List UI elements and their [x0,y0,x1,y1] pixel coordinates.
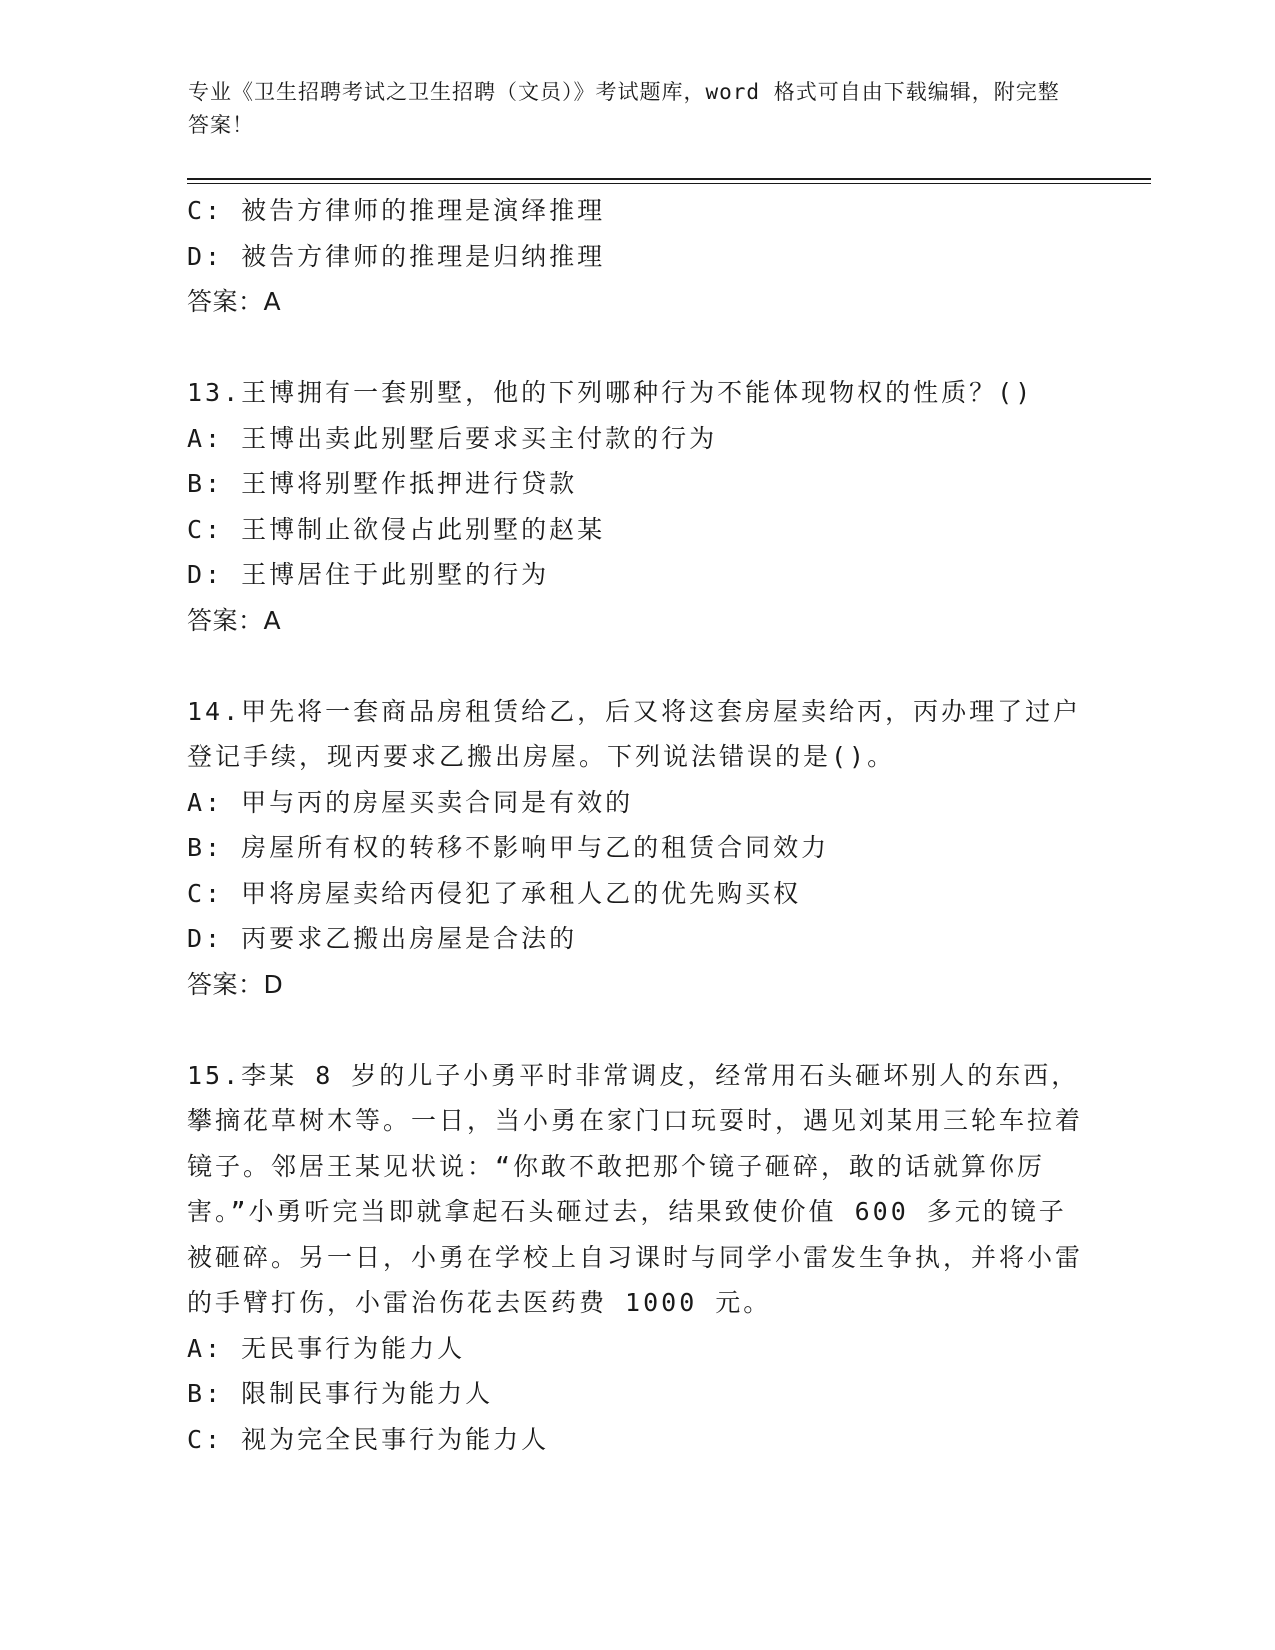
answer-label: 答案：A [187,605,282,635]
option-c: C: 王博制止欲侵占此别墅的赵某 [187,514,606,544]
option-c: C: 被告方律师的推理是演绎推理 [187,196,606,225]
option-a: A: 王博出卖此别墅后要求买主付款的行为 [187,423,718,453]
question-13 [187,370,1087,643]
option-b: B: 房屋所有权的转移不影响甲与乙的租赁合同效力 [187,833,830,862]
question-text: 15.李某 8 岁的儿子小勇平时非常调皮，经常用石头砸坏别人的东西，攀摘花草树木等。一日，当小勇在家门口玩耍时，遇见刘某用三轮车拉着镜子。邻居王某见状说：“你敢不敢把那个镜子砸碎，敢的话就算你厉害。”小勇听完当即就拿起石头砸过去，结果致使价值 600 多元的镜子被砸碎。另一日，小勇在学校上自习课时与同学小雷发生争执，并将小雷的手臂打伤，小雷治伤花去医药费 1000 元。 [187,1060,1084,1317]
document-header: 专业《卫生招聘考试之卫生招聘（文员）》考试题库，word 格式可自由下载编辑，附完整答案！ [188,80,1060,137]
option-d: D: 丙要求乙搬出房屋是合法的 [187,924,578,953]
option-c: C: 甲将房屋卖给丙侵犯了承租人乙的优先购买权 [187,878,802,908]
question-text: 13.王博拥有一套别墅，他的下列哪种行为不能体现物权的性质？() [187,378,1034,407]
option-b: B: 王博将别墅作抵押进行贷款 [187,469,578,498]
answer-label: 答案：D [187,969,284,999]
option-b: B: 限制民事行为能力人 [187,1379,494,1408]
question-14 [187,689,1087,1008]
header-divider [187,178,1151,180]
answer-label: 答案：A [187,287,282,316]
question-text: 14.甲先将一套商品房租赁给乙，后又将这套房屋卖给丙，丙办理了过户登记手续，现丙要求乙搬出房屋。下列说法错误的是()。 [187,696,1082,771]
question-15 [187,1053,1087,1463]
spacer [187,325,1087,371]
option-a: A: 无民事行为能力人 [187,1333,466,1363]
question-content [187,188,1087,1462]
option-a: A: 甲与丙的房屋买卖合同是有效的 [187,787,634,817]
question-12-continued [187,188,1087,325]
option-d: D: 王博居住于此别墅的行为 [187,560,550,589]
option-c: C: 视为完全民事行为能力人 [187,1424,550,1454]
spacer [187,643,1087,689]
header-divider-thin [187,183,1151,184]
spacer [187,1007,1087,1053]
option-d: D: 被告方律师的推理是归纳推理 [187,241,606,271]
